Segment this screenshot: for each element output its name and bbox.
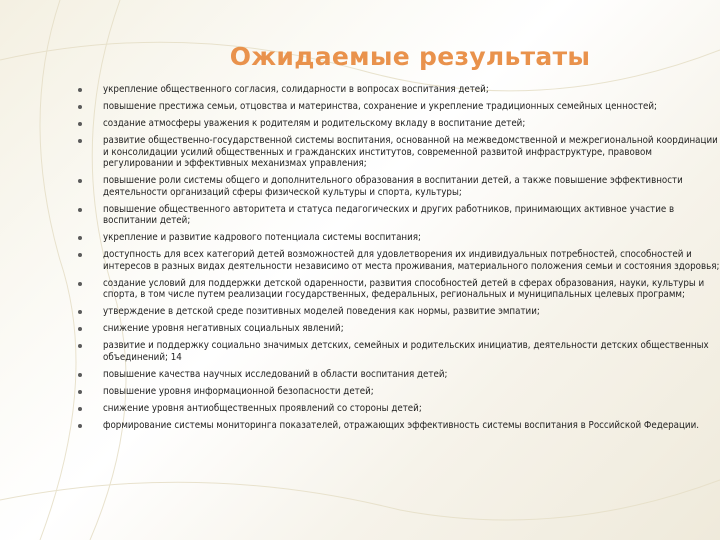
bullet-dot-icon xyxy=(78,407,82,411)
bullet-dot-icon xyxy=(78,344,82,348)
bullet-text: создание условий для поддержки детской одаренности, развития способностей детей в сферах образования, науки, культуры и спорта, в том числе путем реализации государственных, федеральных, региональных и муниципальных целевых программ; xyxy=(103,277,705,301)
bullet-text: доступность для всех категорий детей возможностей для удовлетворения их индивидуальных потребностей, способностей и интересов в разных видах деятельности независимо от места проживания, материального положения семьи и состояния здоровья; xyxy=(103,249,720,272)
bullet-item xyxy=(78,118,720,129)
bullet-dot-icon xyxy=(78,373,82,377)
bullet-item xyxy=(78,175,720,198)
bullet-item xyxy=(78,84,720,95)
bullet-dot-icon xyxy=(78,310,82,314)
bullet-text: развитие общественно-государственной системы воспитания, основанной на межведомственной и межрегиональной координации и консолидации усилий общественных и гражданских институтов, современной развитой инфраструктуре, правовом регулировании и эффективных механизмах управления; xyxy=(103,135,718,170)
bullet-dot-icon xyxy=(78,253,82,257)
slide-title: Ожидаемые результаты xyxy=(229,42,591,71)
bullet-item xyxy=(78,101,720,112)
bullet-dot-icon xyxy=(78,327,82,331)
bullet-item xyxy=(78,135,720,169)
bullet-item xyxy=(78,204,720,227)
bullet-dot-icon xyxy=(78,179,82,183)
bullet-text: повышение качества научных исследований в области воспитания детей; xyxy=(103,368,448,380)
bullet-item xyxy=(78,323,720,334)
bullet-dot-icon xyxy=(78,236,82,240)
bullet-text: снижение уровня антиобщественных проявлений со стороны детей; xyxy=(103,403,422,415)
bullet-dot-icon xyxy=(78,390,82,394)
bullet-item xyxy=(78,340,720,363)
bullet-item xyxy=(78,403,720,414)
bullet-item xyxy=(78,306,720,317)
bullet-text: повышение уровня информационной безопасности детей; xyxy=(103,386,374,398)
bullet-text: утверждение в детской среде позитивных моделей поведения как нормы, развитие эмпатии; xyxy=(103,306,540,318)
bullet-dot-icon xyxy=(78,282,82,286)
bullet-item xyxy=(78,386,720,397)
bullet-text: развитие и поддержку социально значимых детских, семейных и родительских инициатив, деятельности детских общественных объединений; 14 xyxy=(103,340,709,363)
bullet-list xyxy=(78,84,720,437)
bullet-dot-icon xyxy=(78,208,82,212)
bullet-dot-icon xyxy=(78,88,82,92)
bullet-item xyxy=(78,278,720,301)
bullet-dot-icon xyxy=(78,122,82,126)
bullet-dot-icon xyxy=(78,105,82,109)
bullet-text: укрепление общественного согласия, солидарности в вопросах воспитания детей; xyxy=(103,84,489,95)
bullet-item xyxy=(78,369,720,380)
bullet-text: повышение престижа семьи, отцовства и материнства, сохранение и укрепление традиционных семейных ценностей; xyxy=(103,101,657,113)
bullet-text: укрепление и развитие кадрового потенциала системы воспитания; xyxy=(103,232,421,244)
bullet-item xyxy=(78,249,720,272)
bullet-text: формирование системы мониторинга показателей, отражающих эффективность системы воспитания в Российской Федерации. xyxy=(103,420,700,432)
bullet-item xyxy=(78,420,720,431)
bullet-item xyxy=(78,232,720,243)
bullet-text: снижение уровня негативных социальных явлений; xyxy=(103,323,344,335)
bullet-dot-icon xyxy=(78,424,82,428)
bullet-text: создание атмосферы уважения к родителям и родительскому вкладу в воспитание детей; xyxy=(103,118,526,130)
bullet-text: повышение общественного авторитета и статуса педагогических и других работников, принимающих активное участие в воспитании детей; xyxy=(103,203,675,227)
bullet-dot-icon xyxy=(78,139,82,143)
bullet-text: повышение роли системы общего и дополнительного образования в воспитании детей, а также повышение эффективности деятельности организаций сферы физической культуры и спорта, культуры; xyxy=(103,175,683,198)
